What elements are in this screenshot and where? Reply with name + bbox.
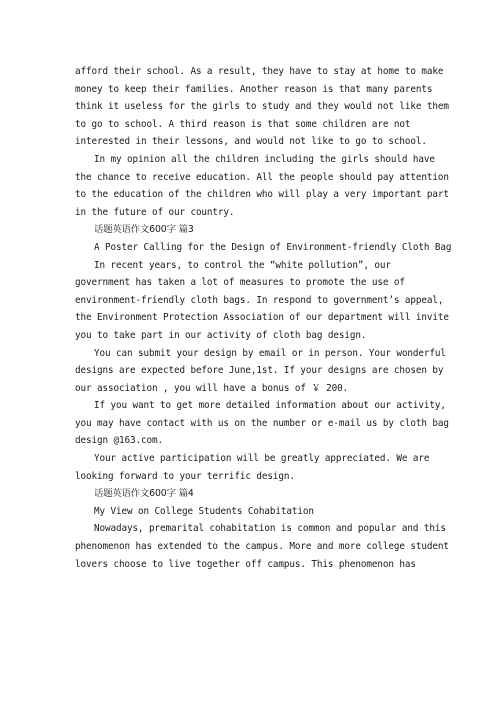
text-line: our association , you will have a bonus of ￥ 200. bbox=[75, 382, 349, 394]
text-line: you may have contact with us on the number or e-mail us by cloth bag bbox=[75, 417, 449, 429]
text-line: If you want to get more detailed information about our activity, bbox=[94, 400, 446, 412]
text-line: Your active participation will be greatly appreciated. We are bbox=[94, 453, 430, 465]
text-line: Nowadays, premarital cohabitation is common and popular and this bbox=[94, 523, 446, 535]
text-line: You can submit your design by email or in person. Your wonderful bbox=[94, 347, 446, 359]
text-line: the Environment Protection Association of our department will invite bbox=[75, 312, 449, 324]
section-heading: 话题英语作文600字 篇4 bbox=[94, 488, 194, 500]
text-line: to the education of the children who will play a very important part bbox=[75, 189, 449, 201]
text-line: interested in their lessons, and would not like to go to school. bbox=[75, 136, 427, 148]
text-line: in the future of our country. bbox=[75, 206, 235, 218]
text-line: think it useless for the girls to study and they would not like them bbox=[75, 101, 449, 113]
text-line: phenomenon has extended to the campus. More and more college student bbox=[75, 541, 449, 553]
text-line: money to keep their families. Another reason is that many parents bbox=[75, 83, 433, 95]
text-line: afford their school. As a result, they have to stay at home to make bbox=[75, 66, 444, 77]
text-line: lovers choose to live together off campus. This phenomenon has bbox=[75, 558, 416, 570]
document-body bbox=[75, 63, 452, 573]
text-line: In recent years, to control the “white pollution”, our bbox=[94, 259, 391, 271]
text-line: A Poster Calling for the Design of Environment-friendly Cloth Bag bbox=[94, 241, 452, 253]
text-line: the chance to receive education. All the people should pay attention bbox=[75, 171, 449, 183]
text-line: My View on College Students Cohabitation bbox=[94, 505, 314, 517]
text-line: looking forward to your terrific design. bbox=[75, 470, 295, 482]
text-line: to go to school. A third reason is that some children are not bbox=[75, 118, 411, 130]
text-line: In my opinion all the children including the girls should have bbox=[94, 153, 435, 165]
text-line: environment-friendly cloth bags. In respond to government’s appeal, bbox=[75, 294, 444, 306]
text-line: design @163.com. bbox=[75, 435, 163, 447]
section-heading: 话题英语作文600字 篇3 bbox=[94, 224, 194, 236]
text-line: designs are expected before June,1st. If your designs are chosen by bbox=[75, 365, 444, 377]
text-line: government has taken a lot of measures to promote the use of bbox=[75, 277, 405, 289]
text-line: you to take part in our activity of cloth bag design. bbox=[75, 329, 367, 341]
